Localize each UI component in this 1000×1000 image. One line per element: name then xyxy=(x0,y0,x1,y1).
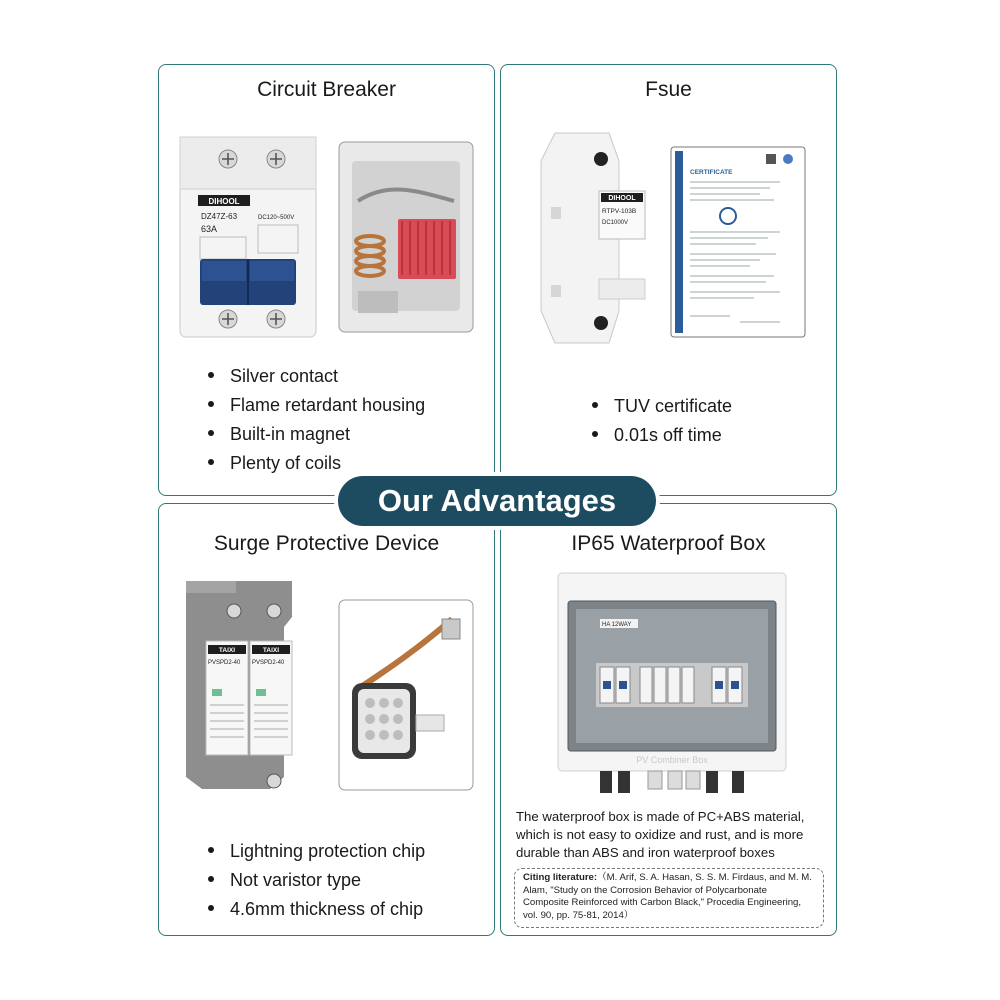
fuse-holder-image xyxy=(537,129,647,347)
citation-text: （M. Arif, S. A. Hasan, S. S. M. Firdaus, and M. M. Alam, "Study on the Corrosion Behavior of Polycarbonate Composite Reinforced with Carbon Black," Procedia Engineering, vol. 90, pp. 75-81, 2014） xyxy=(523,872,812,921)
citation-box xyxy=(514,868,824,928)
spd-chip-image xyxy=(338,599,474,791)
spd-image xyxy=(178,577,300,795)
breaker-model-label: DZ47Z-63 xyxy=(201,212,238,221)
circuit-breaker-features xyxy=(208,362,425,478)
feature-item: TUV certificate xyxy=(592,392,732,421)
breaker-rating-label: 63A xyxy=(201,224,218,234)
fuse-brand-label: DIHOOL xyxy=(608,195,636,202)
feature-item: Not varistor type xyxy=(208,866,425,895)
fuse-features xyxy=(592,392,732,450)
breaker-internal-image xyxy=(338,141,474,333)
spd-brand-label: TAIXI xyxy=(262,647,280,654)
feature-item: Silver contact xyxy=(208,362,425,391)
feature-item: Flame retardant housing xyxy=(208,391,425,420)
our-advantages-banner: Our Advantages xyxy=(338,476,656,526)
spd-features xyxy=(208,837,425,924)
feature-item: 4.6mm thickness of chip xyxy=(208,895,425,924)
breaker-brand-label: DIHOOL xyxy=(208,197,240,206)
spd-model-label: PVSPD2-40 xyxy=(252,660,285,666)
feature-item: Plenty of coils xyxy=(208,449,425,478)
citation-label: Citing literature: xyxy=(523,872,598,883)
circuit-breaker-title: Circuit Breaker xyxy=(257,78,396,101)
certificate-heading: CERTIFICATE xyxy=(690,169,733,176)
tuv-certificate-image xyxy=(670,146,806,338)
feature-item: Lightning protection chip xyxy=(208,837,425,866)
waterproof-box-description: The waterproof box is made of PC+ABS material, which is not easy to oxidize and rust, and is more durable than ABS and iron waterproof boxes xyxy=(516,809,805,860)
circuit-breaker-image xyxy=(176,133,321,343)
spd-brand-label: TAIXI xyxy=(218,647,236,654)
waterproof-box-title: IP65 Waterproof Box xyxy=(571,532,766,555)
fuse-voltage-label: DC1000V xyxy=(602,220,629,226)
fuse-model-label: RTPV-103B xyxy=(602,208,637,215)
box-label: PV Combiner Box xyxy=(636,755,708,765)
combiner-box-image xyxy=(556,571,788,797)
box-tag-label: HA 12WAY xyxy=(602,622,632,628)
spd-model-label: PVSPD2-40 xyxy=(208,660,241,666)
breaker-voltage-label: DC120~500V xyxy=(258,215,295,221)
fuse-title: Fsue xyxy=(645,78,692,101)
feature-item: 0.01s off time xyxy=(592,421,732,450)
spd-title: Surge Protective Device xyxy=(213,532,440,555)
feature-item: Built-in magnet xyxy=(208,420,425,449)
